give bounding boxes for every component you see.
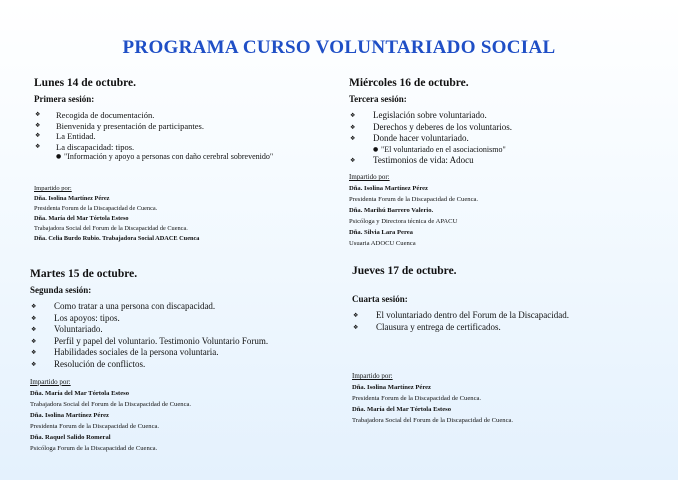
list-item: ❖ Habilidades sociales de la persona voluntaria. [30,347,330,359]
speaker-role: Usuaria ADOCU Cuenca [349,240,416,248]
impartido-heading: Impartido por: [349,173,390,182]
list-item: ❖ Los apoyos: tipos. [30,313,330,325]
speaker-name: Dña. Silvia Lara Perea [349,229,413,237]
impartido-block [349,172,649,249]
impartido-heading: Impartido por: [30,377,71,386]
day-date: Lunes 14 de octubre. [34,77,137,89]
speaker-role: Presidenta Forum de la Discapacidad de Cuenca. [349,196,479,204]
day-monday [34,76,334,244]
day-tuesday [30,267,330,454]
speaker-role: Psicóloga y Directora técnica de APACU [349,218,458,226]
day-wednesday [349,76,649,249]
speaker-name: Dña. Isolina Martínez Pérez [30,411,109,419]
list-item: ❖ La Entidad. [34,131,334,142]
list-item: ❖ Derechos y deberes de los voluntarios. [349,122,649,134]
list-item: ❖ La discapacidad: tipos. [34,142,334,153]
speaker-name: Dña. Celia Burdo Rubio. Trabajadora Social ADACE Cuenca [34,235,200,243]
session-items-after [349,155,649,167]
session-items [349,110,649,145]
impartido-heading: Impartido por: [352,372,393,381]
speaker-role: Presidenta Forum de la Discapacidad de Cuenca. [352,395,482,403]
sub-items [373,145,649,155]
session-title: Cuarta sesión: [352,294,408,304]
speaker-name: Dña. Isolina Martínez Pérez [349,185,428,193]
speaker-role: Trabajadora Social del Forum de la Discapacidad de Cuenca. [30,400,192,408]
speaker-role: Presidenta Forum de la Discapacidad de Cuenca. [30,422,160,430]
list-item: ❖ Testimonios de vida: Adocu [349,155,649,167]
day-date: Jueves 17 de octubre. [352,265,457,277]
speaker-name: Dña. María del Mar Tórtola Esteso [30,389,130,397]
session-items [352,310,652,333]
sub-item: ● "El voluntariado en el asociacionismo" [373,145,649,155]
session-title: Primera sesión: [34,94,95,104]
session-items [30,301,330,371]
list-item: ❖ Clausura y entrega de certificados. [352,322,652,334]
day-thursday [352,264,652,426]
list-item: ❖ El voluntariado dentro del Forum de la Discapacidad. [352,310,652,322]
session-items [34,110,334,152]
speaker-name: Dña. Raquel Salido Romeral [30,433,111,441]
speaker-role: Presidenta Forum de la Discapacidad de Cuenca. [34,205,158,213]
sub-item: ● "Información y apoyo a personas con daño cerebral sobrevenido" [56,152,334,162]
list-item: ❖ Bienvenida y presentación de participantes. [34,121,334,132]
list-item: ❖ Legislación sobre voluntariado. [349,110,649,122]
speaker-name: Dña. Isolina Martínez Pérez [34,195,110,203]
impartido-heading: Impartido por: [34,185,72,193]
session-title: Segunda sesión: [30,285,92,295]
impartido-block [34,184,334,244]
impartido-block [352,371,652,426]
speaker-name: Dña. María del Mar Tórtola Esteso [352,406,452,414]
list-item: ❖ Recogida de documentación. [34,110,334,121]
day-date: Miércoles 16 de octubre. [349,77,469,89]
impartido-block [30,377,330,454]
list-item: ❖ Donde hacer voluntariado. [349,133,649,145]
list-item: ❖ Como tratar a una persona con discapacidad. [30,301,330,313]
session-title: Tercera sesión: [349,94,407,104]
speaker-role: Psicóloga Forum de la Discapacidad de Cuenca. [30,444,158,452]
page-title: PROGRAMA CURSO VOLUNTARIADO SOCIAL [122,37,556,58]
speaker-name: Dña. Marihú Barrero Valerio. [349,207,434,215]
speaker-name: Dña. María del Mar Tórtola Esteso [34,215,129,223]
list-item: ❖ Perfil y papel del voluntario. Testimonio Voluntario Forum. [30,336,330,348]
speaker-name: Dña. Isolina Martínez Pérez [352,384,431,392]
speaker-role: Trabajadora Social del Forum de la Discapacidad de Cuenca. [34,225,188,233]
list-item: ❖ Voluntariado. [30,324,330,336]
speaker-role: Trabajadora Social del Forum de la Discapacidad de Cuenca. [352,417,514,425]
day-date: Martes 15 de octubre. [30,268,138,280]
sub-items [56,152,334,162]
list-item: ❖ Resolución de conflictos. [30,359,330,371]
